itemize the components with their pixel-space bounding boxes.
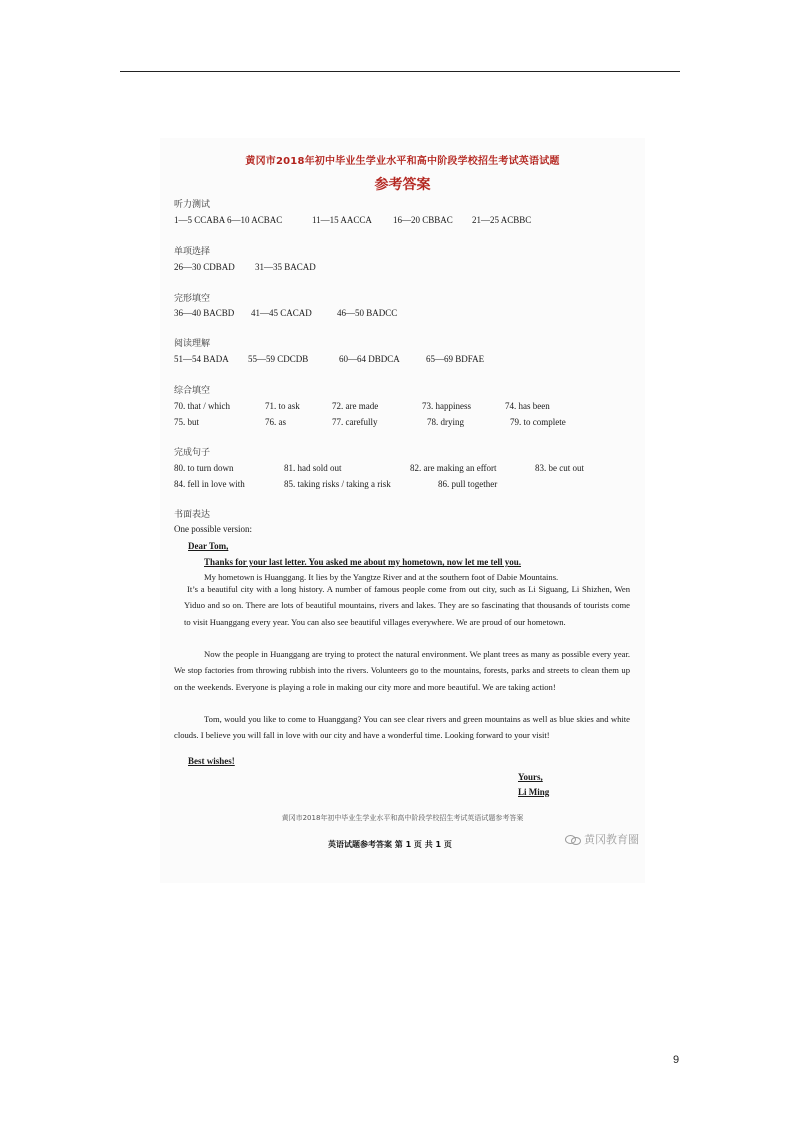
exam-title: 黄冈市2018年初中毕业生学业水平和高中阶段学校招生考试英语试题 <box>245 156 560 167</box>
answer-group: 55—59 CDCDB <box>248 354 309 364</box>
answer-group: 36—40 BACBD <box>174 308 235 318</box>
letter-opening: Thanks for your last letter. You asked me about my hometown, now let me tell you. <box>204 557 522 567</box>
comprehensive-heading: 综合填空 <box>174 386 211 396</box>
cloze-heading: 完形填空 <box>174 294 211 304</box>
scanned-answer-sheet <box>160 138 645 883</box>
answer-group: 65—69 BDFAE <box>426 354 485 364</box>
answer-group: 1—5 CCABA 6—10 ACBAC <box>174 215 283 225</box>
answer-item: 74. has been <box>505 401 550 411</box>
reading-heading: 阅读理解 <box>174 339 211 349</box>
watermark <box>565 831 639 847</box>
answer-item: 77. carefully <box>332 417 378 427</box>
answer-item: 70. that / which <box>174 401 230 411</box>
letter-greeting: Dear Tom, <box>188 541 229 551</box>
letter-paragraph: Tom, would you like to come to Huanggang? You can see clear rivers and green mountains as well as blue skies and white clouds. I believe you will fall in love with our city and have a wonderful time. Looking forward to your visit! <box>174 714 630 741</box>
answer-item: 82. are making an effort <box>410 463 497 473</box>
sentences-heading: 完成句子 <box>174 448 211 458</box>
answer-group: 21—25 ACBBC <box>472 215 532 225</box>
answer-item: 78. drying <box>427 417 464 427</box>
answer-key-title: 参考答案 <box>374 177 431 193</box>
answer-group: 60—64 DBDCA <box>339 354 400 364</box>
answer-group: 16—20 CBBAC <box>393 215 453 225</box>
letter-paragraph: It’s a beautiful city with a long history. A number of famous people come from out city, such as Li Siguang, Li Shizhen, Wen Yiduo and so on. There are lots of beautiful mountains, rivers and lakes. They are so fascinating that thousands of tourists come to visit Huanggang every year. You can also see beautiful villages everywhere. We are proud of our hometown. <box>184 584 630 627</box>
answer-group: 31—35 BACAD <box>255 262 316 272</box>
letter-paragraph: My hometown is Huanggang. It lies by the Yangtze River and at the southern foot of Dabie Mountains. <box>204 572 559 582</box>
letter-closing: Yours, <box>518 772 543 782</box>
listening-heading: 听力测试 <box>174 200 211 210</box>
answer-group: 51—54 BADA <box>174 354 229 364</box>
answer-group: 41—45 CACAD <box>251 308 312 318</box>
answer-item: 83. be cut out <box>535 463 584 473</box>
answer-group: 26—30 CDBAD <box>174 262 235 272</box>
watermark-text: 黄冈教育圈 <box>584 833 639 846</box>
answer-item: 80. to turn down <box>174 463 234 473</box>
answer-group: 11—15 AACCA <box>312 215 372 225</box>
wechat-icon <box>565 833 581 845</box>
letter-wishes: Best wishes! <box>188 756 235 766</box>
scan-page-info: 英语试题参考答案 第 1 页 共 1 页 <box>328 840 452 849</box>
answer-item: 76. as <box>265 417 286 427</box>
scan-footer-caption: 黄冈市2018年初中毕业生学业水平和高中阶段学校招生考试英语试题参考答案 <box>281 814 524 822</box>
top-rule <box>120 71 680 72</box>
answer-group: 46—50 BADCC <box>337 308 398 318</box>
answer-item: 75. but <box>174 417 200 427</box>
answer-item: 81. had sold out <box>284 463 342 473</box>
answer-item: 73. happiness <box>422 401 471 411</box>
answer-item: 84. fell in love with <box>174 479 245 489</box>
single-choice-heading: 单项选择 <box>174 247 211 257</box>
answer-item: 86. pull together <box>438 479 498 489</box>
writing-intro: One possible version: <box>174 524 252 534</box>
answer-item: 71. to ask <box>265 401 300 411</box>
writing-heading: 书面表达 <box>174 510 211 520</box>
answer-item: 72. are made <box>332 401 379 411</box>
page-number: 9 <box>673 1054 680 1066</box>
letter-signature: Li Ming <box>518 787 550 797</box>
letter-paragraph: Now the people in Huanggang are trying to protect the natural environment. We plant trees as many as possible every year. We stop factories from throwing rubbish into the rivers. Volunteers go to the mountains, forests, parks and streets to clean them up on the weekends. Everyone is playing a role in making our city more and more beautiful. We are taking action! <box>174 649 630 692</box>
answer-item: 79. to complete <box>510 417 566 427</box>
answer-item: 85. taking risks / taking a risk <box>284 479 391 489</box>
